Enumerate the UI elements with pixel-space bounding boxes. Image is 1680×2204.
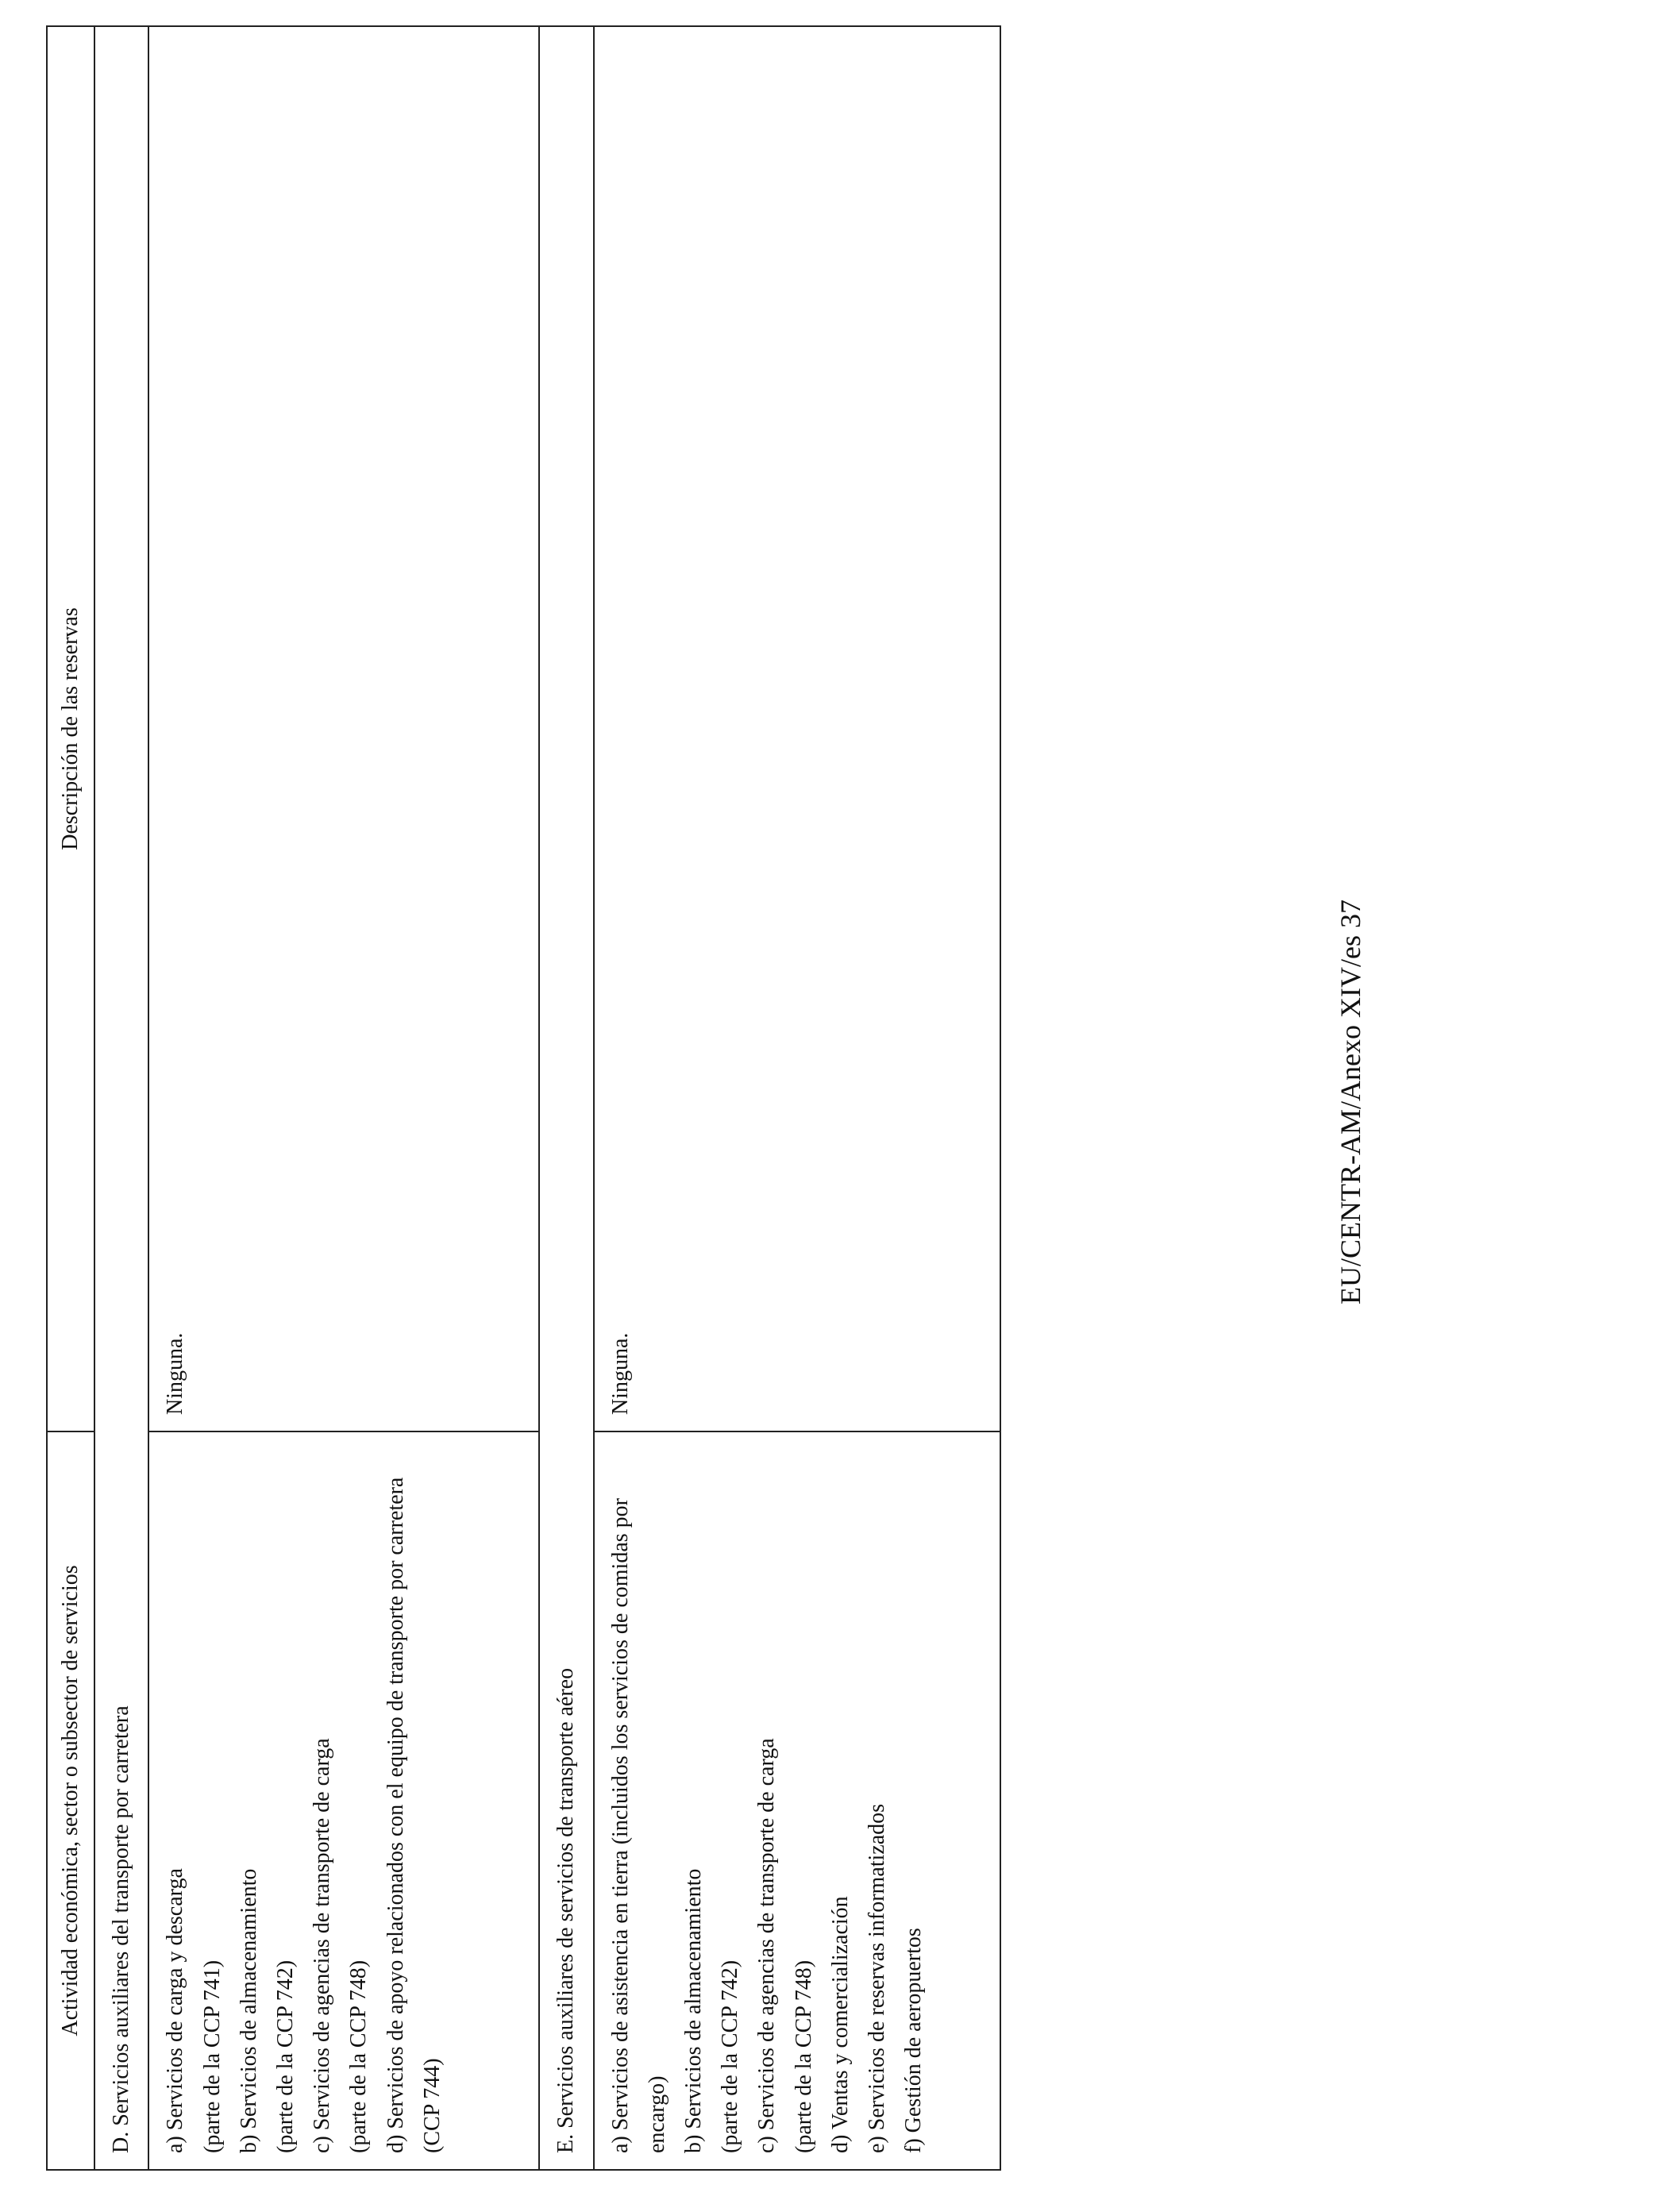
section-row — [539, 26, 593, 2170]
section-d-items — [148, 1431, 539, 2170]
list-item: d) Servicios de apoyo relacionados con el equipo de transporte por carretera — [383, 1477, 408, 2153]
header-row — [47, 26, 94, 2170]
list-item: (parte de la CCP 742) — [272, 1959, 298, 2153]
list-item: (parte de la CCP 748) — [791, 1959, 816, 2153]
header-reservations: Descripción de las reservas — [47, 26, 94, 1431]
section-e-reservation: Ninguna. — [594, 26, 1000, 1431]
section-row — [94, 26, 148, 2170]
list-item: d) Ventas y comercialización — [827, 1896, 853, 2153]
list-item: f) Gestión de aeropuertos — [901, 1928, 927, 2153]
document-reference: EU/CENTR-AM/Anexo XIV/es 37 — [1335, 900, 1366, 1304]
list-item: (CCP 744) — [419, 2058, 445, 2153]
list-item: a) Servicios de carga y descarga — [163, 1868, 188, 2153]
list-item: e) Servicios de reservas informatizados — [864, 1803, 889, 2153]
section-d-reservation: Ninguna. — [148, 26, 539, 1431]
list-item: (parte de la CCP 748) — [346, 1959, 372, 2153]
table-row — [148, 26, 539, 2170]
list-item: a) Servicios de asistencia en tierra (incluidos los servicios de comidas por encargo) — [607, 1498, 669, 2153]
reservations-table — [46, 25, 1001, 2171]
list-item: b) Servicios de almacenamiento — [680, 1868, 706, 2153]
section-e-items — [594, 1431, 1000, 2170]
list-item: c) Servicios de agencias de transporte de carga — [310, 1738, 335, 2153]
list-item: c) Servicios de agencias de transporte de carga — [754, 1738, 780, 2153]
table-row — [594, 26, 1000, 2170]
list-item: (parte de la CCP 742) — [718, 1959, 743, 2153]
list-item: (parte de la CCP 741) — [199, 1959, 225, 2153]
list-item: b) Servicios de almacenamiento — [236, 1868, 261, 2153]
section-d-title: D. Servicios auxiliares del transporte por carretera — [94, 26, 148, 2170]
header-activity: Actividad económica, sector o subsector de servicios — [47, 1431, 94, 2170]
section-e-title: E. Servicios auxiliares de servicios de transporte aéreo — [539, 26, 593, 2170]
